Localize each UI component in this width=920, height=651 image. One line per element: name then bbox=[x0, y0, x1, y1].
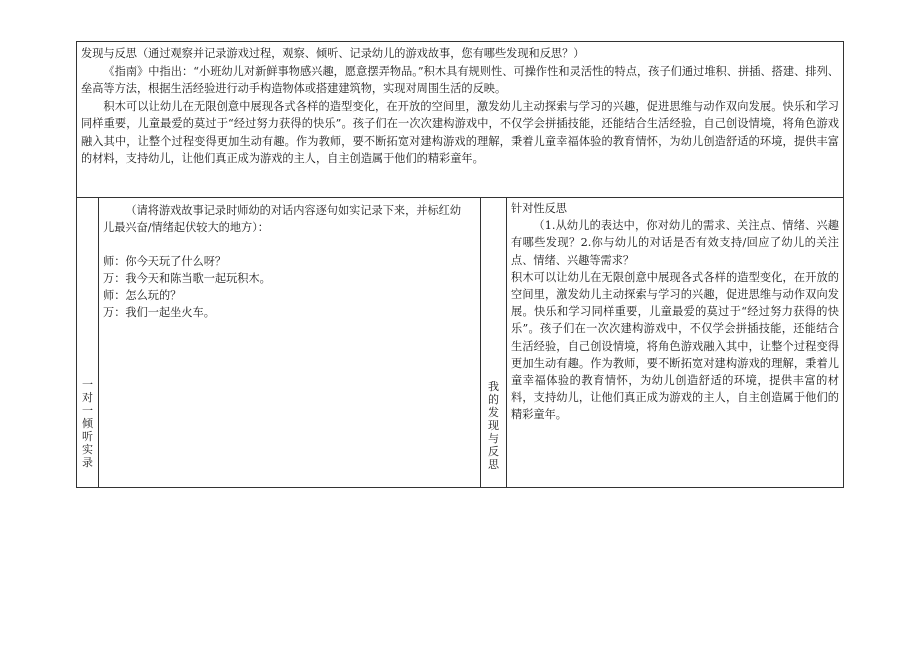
listening-record-label-cell bbox=[77, 198, 99, 487]
listening-record-label: 一对一倾听实录 bbox=[82, 378, 93, 469]
dialog-line: 万：我今天和陈当歌一起玩积木。 bbox=[103, 272, 271, 285]
findings-heading: 发现与反思（通过观察并记录游戏过程，观察、倾听、记录幼儿的游戏故事，您有哪些发现和反思？） bbox=[81, 47, 585, 60]
reflection-cell bbox=[507, 198, 843, 487]
reflection-body: 积木可以让幼儿在无限创意中展现各式各样的造型变化，在开放的空间里，激发幼儿主动探索与学习的兴趣，促进思维与动作双向发展。快乐和学习同样重要，儿童最爱的莫过于“经过努力获得的快乐”。孩子们在一次次建构游戏中，不仅学会拼插技能，还能结合生活经验，自己创设情境，将角色游戏融入其中，让整个过程变得更加生动有趣。作为教师，要不断拓宽对建构游戏的理解，秉着儿童幸福体验的教育情怀，为幼儿创造舒适的环境，提供丰富的材料，支持幼儿，让他们真正成为游戏的主人，自主创造属于他们的精彩童年。 bbox=[511, 270, 839, 422]
dialog-line: 师：怎么玩的？ bbox=[103, 289, 182, 302]
reflection-label: 我的发现与反思 bbox=[488, 380, 499, 471]
dialog-line: 万：我们一起坐火车。 bbox=[103, 306, 215, 319]
findings-paragraph-1: 《指南》中指出：“小班幼儿对新鲜事物感兴趣，愿意摆弄物品。”积木具有规则性、可操作性和灵活性的特点，孩子们通过堆积、拼插、搭建、排列、垒高等方法，根据生活经验进行动手构造物体或搭建建筑物，实现对周围生活的反映。 bbox=[81, 64, 839, 95]
findings-paragraph-2: 积木可以让幼儿在无限创意中展现各式各样的造型变化，在开放的空间里，激发幼儿主动探索与学习的兴趣，促进思维与动作双向发展。快乐和学习同样重要，儿童最爱的莫过于“经过努力获得的快乐”。孩子们在一次次建构游戏中，不仅学会拼插技能，还能结合生活经验，自己创设情境，将角色游戏融入其中，让整个过程变得更加生动有趣。作为教师，要不断拓宽对建构游戏的理解，秉着儿童幸福体验的教育情怀，为幼儿创造舒适的环境，提供丰富的材料，支持幼儿，让他们真正成为游戏的主人，自主创造属于他们的精彩童年。 bbox=[81, 99, 839, 165]
findings-section bbox=[77, 42, 843, 198]
reflection-title: 针对性反思 bbox=[511, 202, 567, 215]
dialog-cell bbox=[99, 198, 481, 487]
dialog-instruction: （请将游戏故事记录时师幼的对话内容逐句如实记录下来，并标红幼儿最兴奋/情绪起伏较大的地方）： bbox=[103, 204, 462, 234]
dialog-line: 师：你今天玩了什么呀？ bbox=[103, 255, 227, 268]
reflection-label-cell bbox=[481, 198, 507, 487]
record-table bbox=[76, 41, 844, 488]
reflection-prompt: （1.从幼儿的表达中，你对幼儿的需求、关注点、情绪、兴趣有哪些发现？2.你与幼儿的对话是否有效支持/回应了幼儿的关注点、情绪、兴趣等需求？ bbox=[511, 219, 839, 267]
